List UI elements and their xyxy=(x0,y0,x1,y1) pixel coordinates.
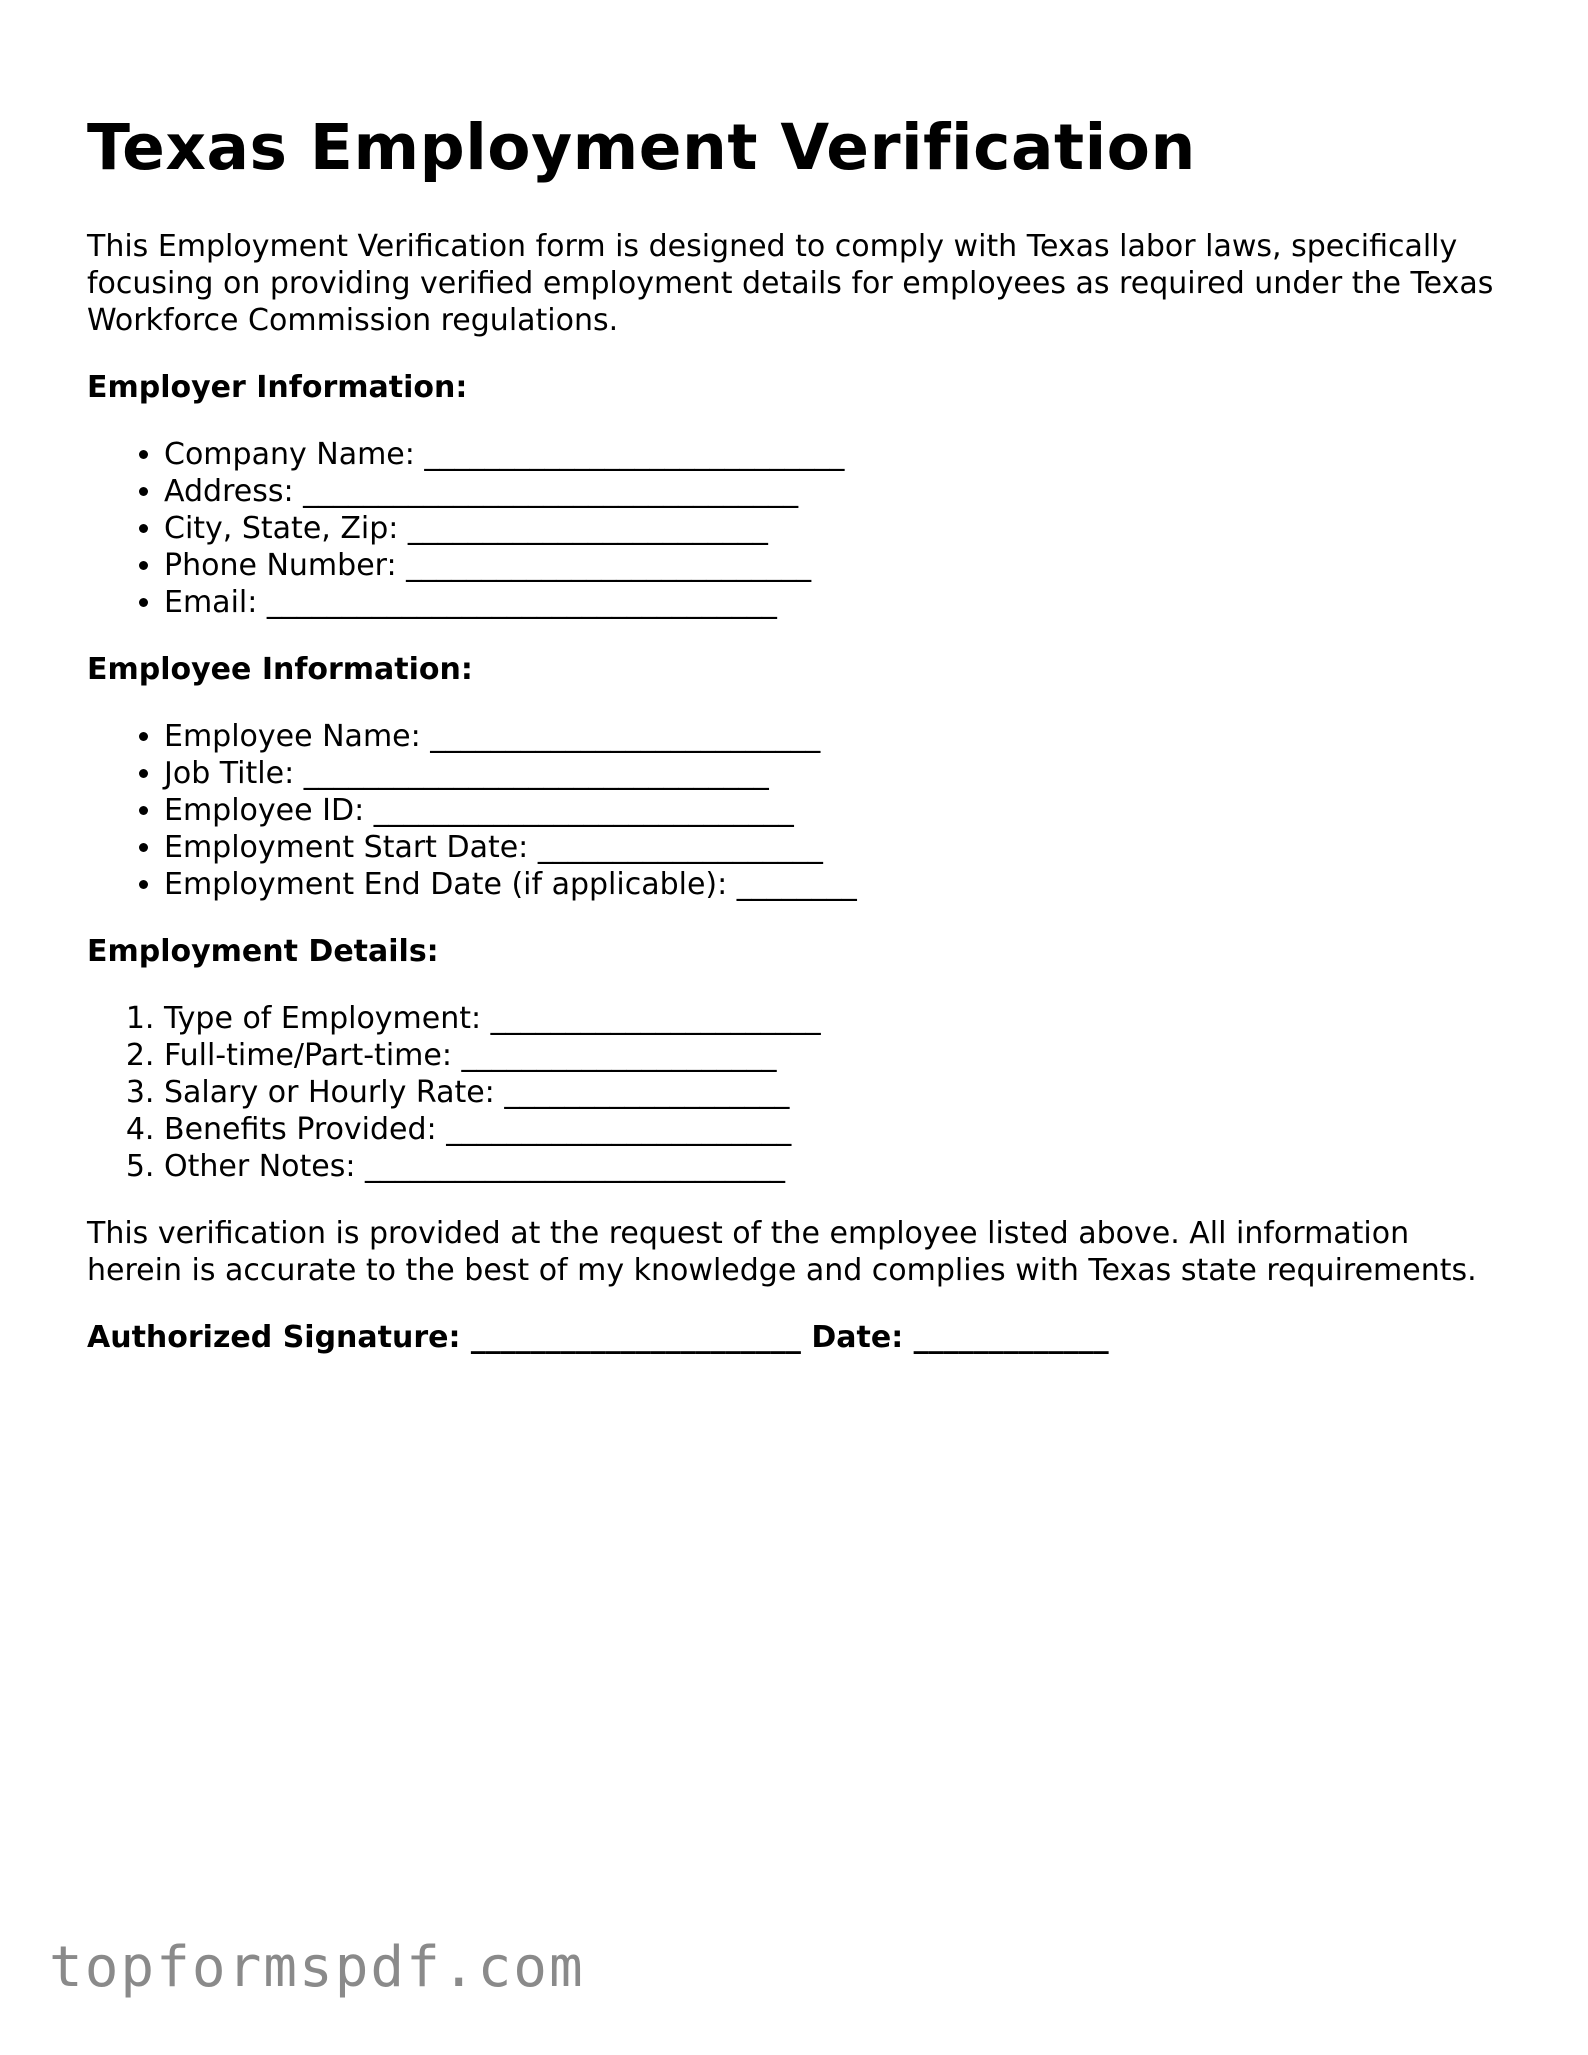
company-name-field[interactable]: • Company Name: ____________________________ xyxy=(164,436,1507,473)
details-list xyxy=(87,1000,1507,1185)
email-field[interactable]: • Email: __________________________________ xyxy=(164,584,1507,621)
city-state-zip-field[interactable]: • City, State, Zip: ________________________ xyxy=(164,510,1507,547)
full-part-time-field[interactable]: 2. Full-time/Part-time: _____________________ xyxy=(164,1037,1507,1074)
watermark-logo: topformspdf.com xyxy=(49,1935,585,2000)
page-title: Texas Employment Verification xyxy=(87,111,1196,184)
document-page xyxy=(87,108,1507,1356)
end-date-field[interactable]: • Employment End Date (if applicable): ________ xyxy=(164,866,1507,903)
intro-paragraph: This Employment Verification form is designed to comply with Texas labor laws, specifically focusing on providing verified employment details for employees as required under the Texas Workforce Commission regulations. xyxy=(87,229,1494,338)
employee-heading: Employee Information: xyxy=(87,652,473,687)
salary-rate-field[interactable]: 3. Salary or Hourly Rate: ___________________ xyxy=(164,1074,1507,1111)
start-date-field[interactable]: • Employment Start Date: ___________________ xyxy=(164,829,1507,866)
employer-list xyxy=(87,436,1507,621)
employment-type-field[interactable]: 1. Type of Employment: ______________________ xyxy=(164,1000,1507,1037)
closing-paragraph: This verification is provided at the request of the employee listed above. All information herein is accurate to the best of my knowledge and complies with Texas state requirements. xyxy=(87,1216,1477,1288)
address-field[interactable]: • Address: _________________________________ xyxy=(164,473,1507,510)
details-heading: Employment Details: xyxy=(87,934,439,969)
employee-name-field[interactable]: • Employee Name: __________________________ xyxy=(164,718,1507,755)
benefits-field[interactable]: 4. Benefits Provided: _______________________ xyxy=(164,1111,1507,1148)
employer-heading: Employer Information: xyxy=(87,370,468,405)
employee-list xyxy=(87,718,1507,903)
signature-date-line[interactable]: Authorized Signature: ______________________ Date: _____________ xyxy=(87,1320,1109,1355)
phone-number-field[interactable]: • Phone Number: ___________________________ xyxy=(164,547,1507,584)
employee-id-field[interactable]: • Employee ID: ____________________________ xyxy=(164,792,1507,829)
other-notes-field[interactable]: 5. Other Notes: ____________________________ xyxy=(164,1148,1507,1185)
job-title-field[interactable]: • Job Title: _______________________________ xyxy=(164,755,1507,792)
